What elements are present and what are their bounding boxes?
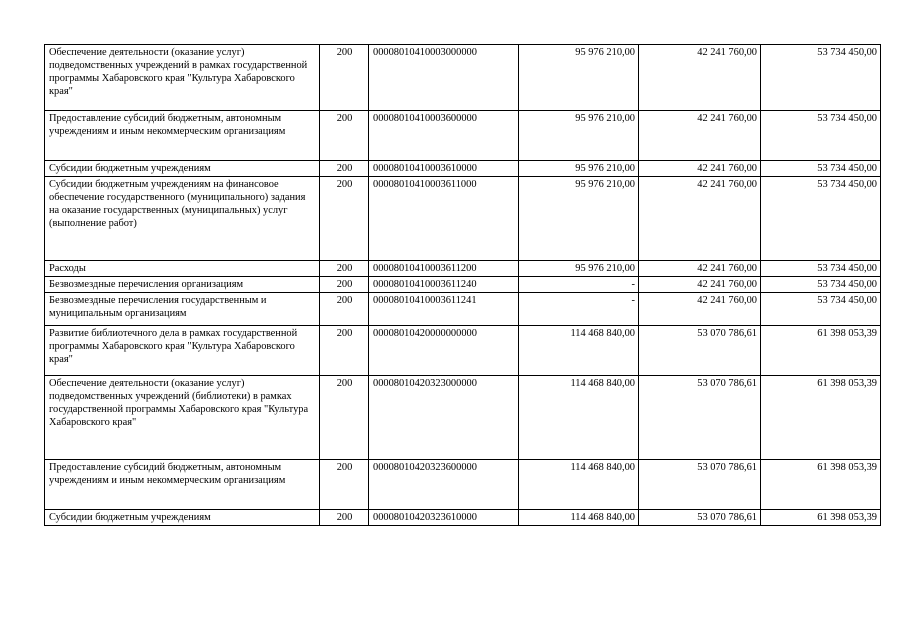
table-row — [45, 111, 881, 161]
executed-amount: 53 070 786,61 — [639, 326, 761, 376]
budget-classification-code: 00008010410003000000 — [369, 45, 519, 111]
budget-classification-code: 00008010410003611240 — [369, 277, 519, 293]
unexecuted-amount: 53 734 450,00 — [761, 45, 881, 111]
budget-kind-code: 200 — [320, 161, 369, 177]
budget-kind-code: 200 — [320, 261, 369, 277]
table-row — [45, 177, 881, 261]
budget-classification-code: 00008010410003610000 — [369, 161, 519, 177]
budget-item-name: Обеспечение деятельности (оказание услуг) подведомственных учреждений в рамках государственной программы Хабаровского края "Культура Хабаровского края" — [45, 45, 320, 111]
unexecuted-amount: 53 734 450,00 — [761, 161, 881, 177]
executed-amount: 53 070 786,61 — [639, 460, 761, 510]
approved-amount: 114 468 840,00 — [519, 460, 639, 510]
budget-kind-code: 200 — [320, 45, 369, 111]
budget-table-body — [45, 45, 881, 526]
unexecuted-amount: 53 734 450,00 — [761, 261, 881, 277]
unexecuted-amount: 61 398 053,39 — [761, 510, 881, 526]
table-row — [45, 161, 881, 177]
unexecuted-amount: 53 734 450,00 — [761, 111, 881, 161]
budget-item-name: Безвозмездные перечисления государственным и муниципальным организациям — [45, 293, 320, 326]
budget-item-name: Обеспечение деятельности (оказание услуг) подведомственных учреждений (библиотеки) в рамках государственной программы Хабаровского края "Культура Хабаровского края" — [45, 376, 320, 460]
executed-amount: 42 241 760,00 — [639, 45, 761, 111]
budget-kind-code: 200 — [320, 460, 369, 510]
table-row — [45, 261, 881, 277]
unexecuted-amount: 53 734 450,00 — [761, 177, 881, 261]
executed-amount: 42 241 760,00 — [639, 293, 761, 326]
executed-amount: 53 070 786,61 — [639, 376, 761, 460]
executed-amount: 42 241 760,00 — [639, 161, 761, 177]
approved-amount: 95 976 210,00 — [519, 161, 639, 177]
approved-amount: 95 976 210,00 — [519, 111, 639, 161]
budget-kind-code: 200 — [320, 510, 369, 526]
budget-classification-code: 00008010410003611000 — [369, 177, 519, 261]
budget-classification-code: 00008010420323000000 — [369, 376, 519, 460]
budget-kind-code: 200 — [320, 277, 369, 293]
budget-item-name: Предоставление субсидий бюджетным, автономным учреждениям и иным некоммерческим организациям — [45, 111, 320, 161]
budget-classification-code: 00008010420000000000 — [369, 326, 519, 376]
budget-kind-code: 200 — [320, 111, 369, 161]
budget-classification-code: 00008010410003611200 — [369, 261, 519, 277]
budget-item-name: Субсидии бюджетным учреждениям — [45, 510, 320, 526]
budget-kind-code: 200 — [320, 326, 369, 376]
document-page — [44, 44, 880, 526]
budget-item-name: Субсидии бюджетным учреждениям — [45, 161, 320, 177]
budget-table — [44, 44, 881, 526]
approved-amount: - — [519, 277, 639, 293]
approved-amount: 114 468 840,00 — [519, 326, 639, 376]
executed-amount: 53 070 786,61 — [639, 510, 761, 526]
budget-kind-code: 200 — [320, 376, 369, 460]
budget-classification-code: 00008010420323610000 — [369, 510, 519, 526]
table-row — [45, 277, 881, 293]
budget-kind-code: 200 — [320, 293, 369, 326]
budget-item-name: Развитие библиотечного дела в рамках государственной программы Хабаровского края "Культура Хабаровского края" — [45, 326, 320, 376]
table-row — [45, 460, 881, 510]
executed-amount: 42 241 760,00 — [639, 261, 761, 277]
table-row — [45, 293, 881, 326]
budget-classification-code: 00008010410003611241 — [369, 293, 519, 326]
approved-amount: 95 976 210,00 — [519, 177, 639, 261]
table-row — [45, 326, 881, 376]
approved-amount: 95 976 210,00 — [519, 45, 639, 111]
approved-amount: 95 976 210,00 — [519, 261, 639, 277]
budget-item-name: Расходы — [45, 261, 320, 277]
table-row — [45, 376, 881, 460]
executed-amount: 42 241 760,00 — [639, 111, 761, 161]
unexecuted-amount: 53 734 450,00 — [761, 277, 881, 293]
approved-amount: 114 468 840,00 — [519, 376, 639, 460]
unexecuted-amount: 53 734 450,00 — [761, 293, 881, 326]
budget-classification-code: 00008010420323600000 — [369, 460, 519, 510]
unexecuted-amount: 61 398 053,39 — [761, 376, 881, 460]
unexecuted-amount: 61 398 053,39 — [761, 460, 881, 510]
budget-item-name: Субсидии бюджетным учреждениям на финансовое обеспечение государственного (муниципального) задания на оказание государственных (муниципальных) услуг (выполнение работ) — [45, 177, 320, 261]
executed-amount: 42 241 760,00 — [639, 277, 761, 293]
executed-amount: 42 241 760,00 — [639, 177, 761, 261]
budget-classification-code: 00008010410003600000 — [369, 111, 519, 161]
budget-item-name: Предоставление субсидий бюджетным, автономным учреждениям и иным некоммерческим организациям — [45, 460, 320, 510]
budget-kind-code: 200 — [320, 177, 369, 261]
unexecuted-amount: 61 398 053,39 — [761, 326, 881, 376]
budget-item-name: Безвозмездные перечисления организациям — [45, 277, 320, 293]
table-row — [45, 510, 881, 526]
approved-amount: 114 468 840,00 — [519, 510, 639, 526]
table-row — [45, 45, 881, 111]
approved-amount: - — [519, 293, 639, 326]
